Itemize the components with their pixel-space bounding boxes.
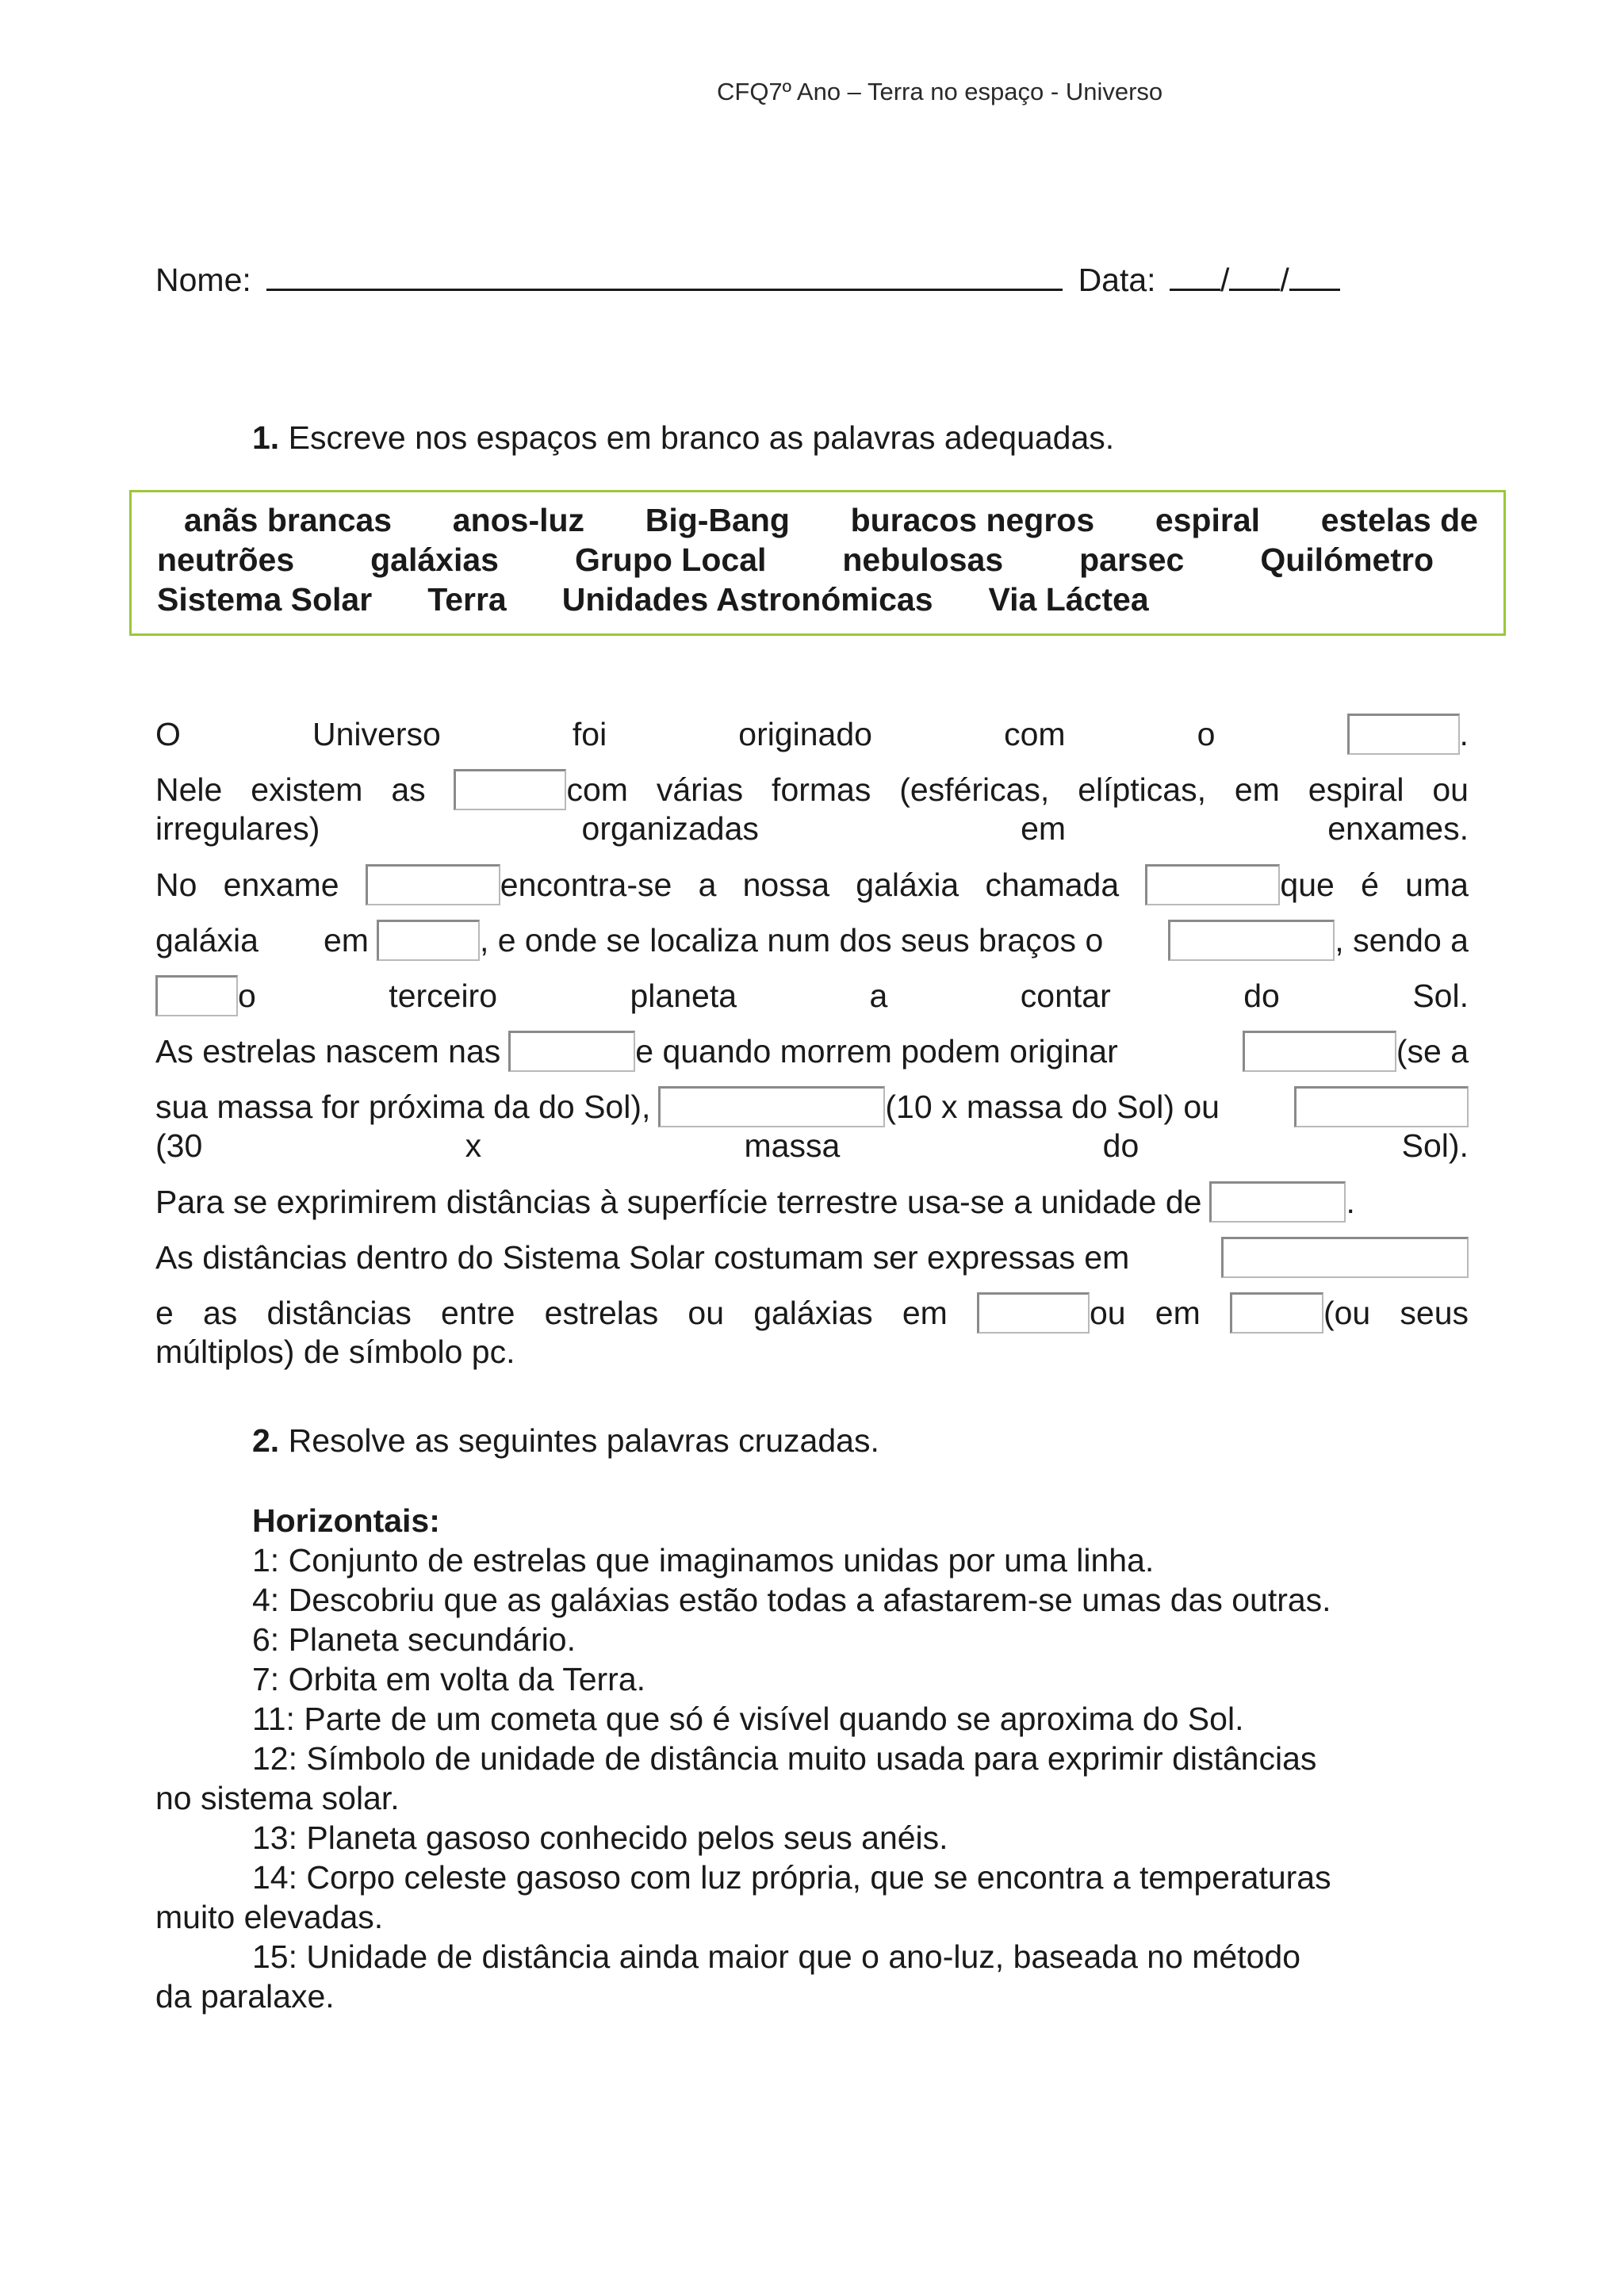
paragraph-line-1 <box>155 714 1469 755</box>
word-bank <box>129 490 1506 636</box>
clue-item: 6: Planeta secundário. <box>252 1621 576 1658</box>
paragraph-word: O <box>155 716 181 752</box>
word-bank-word: Big-Bang <box>645 502 790 538</box>
paragraph-word: e quando morrem podem originar <box>635 1033 1118 1070</box>
name-field[interactable] <box>266 260 1063 291</box>
paragraph-word: , sendo a <box>1335 922 1469 959</box>
paragraph-word: estrelas <box>544 1295 659 1331</box>
blank-sistema-solar[interactable] <box>1168 920 1335 961</box>
blank-big-bang[interactable] <box>1347 714 1460 755</box>
paragraph-word: em <box>902 1295 948 1331</box>
blank-estrelas-neutroes[interactable] <box>658 1086 885 1127</box>
paragraph-word: (ou <box>1323 1295 1371 1331</box>
paragraph-line-5 <box>155 920 1469 961</box>
date-day-field[interactable] <box>1170 260 1220 291</box>
paragraph-word: do <box>1102 1127 1139 1164</box>
clue-continuation: no sistema solar. <box>155 1780 400 1816</box>
question-1-title <box>252 418 1114 457</box>
question-2-text: Resolve as seguintes palavras cruzadas. <box>288 1422 879 1459</box>
word-bank-word: anos-luz <box>452 502 585 538</box>
question-1-text: Escreve nos espaços em branco as palavras adequadas. <box>288 419 1115 456</box>
paragraph-word: que <box>1280 867 1335 903</box>
word-bank-word: espiral <box>1155 502 1261 538</box>
date-slash: / <box>1220 262 1230 298</box>
blank-via-lactea[interactable] <box>1145 864 1280 905</box>
paragraph-word: originado <box>738 716 872 752</box>
paragraph-word: o <box>1197 716 1216 752</box>
word-bank-word: anãs brancas <box>184 502 393 538</box>
word-bank-word: neutrões <box>157 541 295 578</box>
date-year-field[interactable] <box>1289 260 1340 291</box>
paragraph-word: e <box>155 1295 174 1331</box>
paragraph-word: planeta <box>630 978 737 1014</box>
paragraph-word: As estrelas nascem nas <box>155 1033 501 1070</box>
word-bank-line-2 <box>157 540 1478 580</box>
paragraph-line-11 <box>155 1237 1469 1278</box>
paragraph-word: Sol. <box>1412 978 1469 1014</box>
paragraph-word: com <box>566 771 628 808</box>
blank-anos-luz[interactable] <box>977 1292 1090 1334</box>
paragraph-word: organizadas <box>581 810 759 847</box>
paragraph-word: em <box>1234 771 1280 808</box>
paragraph-word: (esféricas, <box>899 771 1050 808</box>
paragraph-line-3 <box>155 809 1469 848</box>
paragraph-word: galáxia <box>856 867 959 903</box>
paragraph-line-2 <box>155 769 1469 810</box>
clue-item: 1: Conjunto de estrelas que imaginamos unidas por uma linha. <box>252 1542 1155 1578</box>
paragraph-line-6 <box>155 975 1469 1016</box>
blank-galaxias[interactable] <box>454 769 566 810</box>
fill-in-paragraph <box>155 698 1469 1387</box>
paragraph-word: uma <box>1405 867 1469 903</box>
paragraph-word: As distâncias dentro do Sistema Solar costumam ser expressas em <box>155 1239 1130 1276</box>
date-slash: / <box>1280 262 1289 298</box>
clue-continuation: da paralaxe. <box>155 1978 335 2015</box>
paragraph-word: sua massa for próxima da do Sol), <box>155 1089 651 1125</box>
blank-buracos-negros[interactable] <box>1294 1086 1469 1127</box>
clue-item: 7: Orbita em volta da Terra. <box>252 1661 646 1697</box>
paragraph-word: o <box>238 978 256 1014</box>
word-bank-word: estelas de <box>1320 502 1478 538</box>
question-1-number: 1. <box>252 419 280 456</box>
paragraph-line-9 <box>155 1126 1469 1165</box>
question-2-title <box>252 1421 879 1460</box>
word-bank-word: Grupo Local <box>574 541 767 578</box>
paragraph-line-10 <box>155 1181 1469 1223</box>
paragraph-word: ou <box>688 1295 725 1331</box>
name-date-row <box>155 260 1340 300</box>
paragraph-word: foi <box>572 716 607 752</box>
paragraph-line-4 <box>155 864 1469 905</box>
date-month-field[interactable] <box>1229 260 1280 291</box>
word-bank-word: Sistema Solar <box>157 581 373 618</box>
paragraph-word: elípticas, <box>1078 771 1206 808</box>
paragraph-word: é <box>1361 867 1379 903</box>
blank-parsec[interactable] <box>1230 1292 1323 1334</box>
paragraph-word: as <box>391 771 426 808</box>
paragraph-word: galáxias <box>753 1295 873 1331</box>
paragraph-word: Para se exprimirem distâncias à superfície terrestre usa-se a unidade de <box>155 1184 1202 1220</box>
paragraph-word: Sol). <box>1401 1127 1469 1164</box>
blank-quilometro[interactable] <box>1209 1181 1346 1223</box>
paragraph-word: a <box>869 978 888 1014</box>
clue-item: 13: Planeta gasoso conhecido pelos seus anéis. <box>252 1820 948 1856</box>
paragraph-word: várias <box>656 771 744 808</box>
paragraph-word: terceiro <box>389 978 498 1014</box>
word-bank-line-3 <box>157 580 1478 619</box>
paragraph-word: ou <box>1432 771 1469 808</box>
word-bank-word: Quilómetro <box>1260 541 1434 578</box>
paragraph-word: entre <box>441 1295 515 1331</box>
paragraph-word: galáxia <box>155 922 259 959</box>
paragraph-line-12 <box>155 1292 1469 1334</box>
word-bank-word: galáxias <box>370 541 499 578</box>
word-bank-word: nebulosas <box>842 541 1004 578</box>
horizontals-heading: Horizontais: <box>252 1502 440 1539</box>
word-bank-line-1 <box>157 500 1478 540</box>
paragraph-word: nossa <box>742 867 830 903</box>
clue-item: 11: Parte de um cometa que só é visível quando se aproxima do Sol. <box>252 1701 1244 1737</box>
clue-continuation: muito elevadas. <box>155 1899 384 1935</box>
paragraph-word: Nele <box>155 771 223 808</box>
blank-anas-brancas[interactable] <box>1243 1031 1396 1072</box>
paragraph-line-13 <box>155 1332 1469 1372</box>
blank-espiral[interactable] <box>377 920 480 961</box>
clue-item: 14: Corpo celeste gasoso com luz própria, que se encontra a temperaturas <box>252 1859 1331 1896</box>
paragraph-word: múltiplos) de símbolo pc. <box>155 1334 515 1370</box>
paragraph-word: enxame <box>223 867 339 903</box>
paragraph-line-8 <box>155 1086 1469 1127</box>
name-label: Nome: <box>155 262 251 298</box>
paragraph-word: em <box>1021 810 1067 847</box>
paragraph-word: contar <box>1020 978 1111 1014</box>
paragraph-word: (10 x massa do Sol) ou <box>885 1089 1220 1125</box>
date-label: Data: <box>1078 262 1156 298</box>
paragraph-word: irregulares) <box>155 810 320 847</box>
word-bank-word: Terra <box>427 581 507 618</box>
paragraph-word: em <box>1155 1295 1201 1331</box>
word-bank-word: parsec <box>1079 541 1185 578</box>
paragraph-word: (se a <box>1396 1033 1469 1070</box>
paragraph-word: formas <box>772 771 871 808</box>
paragraph-line-7 <box>155 1031 1469 1072</box>
paragraph-word: com <box>1004 716 1066 752</box>
paragraph-word: espiral <box>1308 771 1404 808</box>
paragraph-word: , e onde se localiza num dos seus braços o <box>479 922 1104 959</box>
blank-terra[interactable] <box>155 975 238 1016</box>
paragraph-word: Universo <box>312 716 441 752</box>
paragraph-word: massa <box>744 1127 841 1164</box>
paragraph-word: . <box>1459 716 1469 752</box>
paragraph-word: existem <box>251 771 363 808</box>
blank-nebulosas[interactable] <box>508 1031 635 1072</box>
paragraph-word: em <box>323 922 369 959</box>
word-bank-word: Via Láctea <box>988 581 1149 618</box>
paragraph-word: distâncias <box>266 1295 412 1331</box>
paragraph-word: No <box>155 867 197 903</box>
page-header: CFQ7º Ano – Terra no espaço - Universo <box>717 78 1163 105</box>
paragraph-word: seus <box>1400 1295 1469 1331</box>
word-bank-word: buracos negros <box>850 502 1095 538</box>
paragraph-word: chamada <box>985 867 1120 903</box>
paragraph-word: ou <box>1089 1295 1126 1331</box>
paragraph-word: as <box>203 1295 238 1331</box>
crossword-clues <box>155 1540 1469 2032</box>
blank-grupo-local[interactable] <box>366 864 500 905</box>
paragraph-word: enxames. <box>1327 810 1469 847</box>
paragraph-word: . <box>1346 1184 1355 1220</box>
paragraph-word: a <box>698 867 717 903</box>
paragraph-word: (30 <box>155 1127 203 1164</box>
word-bank-word: Unidades Astronómicas <box>561 581 933 618</box>
question-2-number: 2. <box>252 1422 280 1459</box>
blank-unidades-astronomicas[interactable] <box>1221 1237 1469 1278</box>
clue-item: 12: Símbolo de unidade de distância muito usada para exprimir distâncias <box>252 1740 1317 1777</box>
clue-item: 4: Descobriu que as galáxias estão todas a afastarem-se umas das outras. <box>252 1582 1331 1618</box>
paragraph-word: x <box>465 1127 482 1164</box>
paragraph-word: do <box>1243 978 1280 1014</box>
paragraph-word: encontra-se <box>500 867 672 903</box>
clue-item: 15: Unidade de distância ainda maior que o ano-luz, baseada no método <box>252 1938 1301 1975</box>
